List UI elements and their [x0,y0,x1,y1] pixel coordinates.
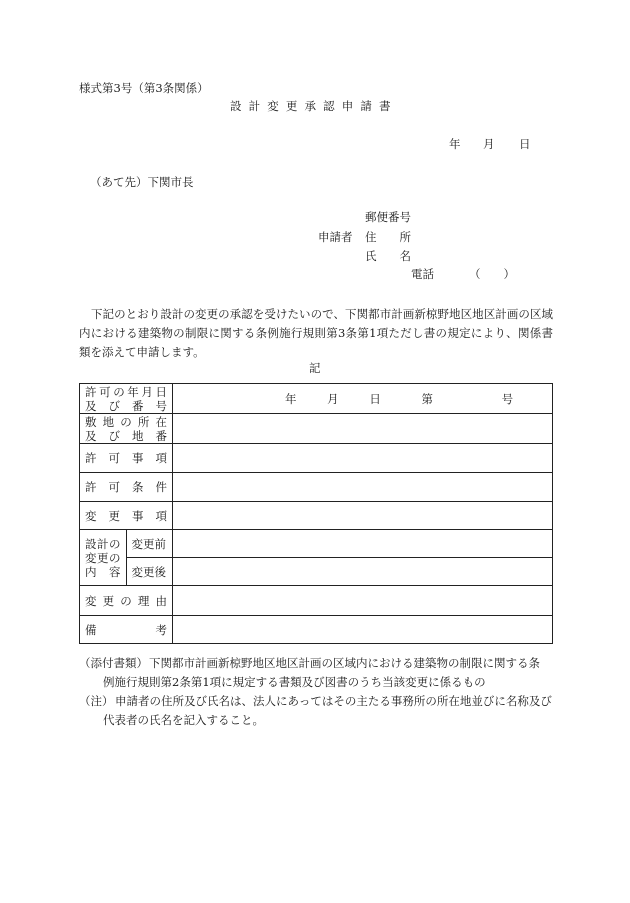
date-month: 月 [483,137,495,151]
permit-conditions-label: 許可条件 [80,473,173,502]
permit-matters-label: 許可事項 [80,444,173,473]
remarks-label: 備考 [80,616,173,644]
permit-date-label: 許可の年月日 及び番号 [80,384,173,414]
postal-label: 郵便番号 [365,210,411,224]
table-row [80,384,553,414]
after-change-label: 変更後 [126,558,173,586]
before-change-label: 変更前 [126,530,173,558]
table-row [80,502,553,530]
change-reason-label: 変更の理由 [80,586,173,616]
attachment-note: （添付書類）下関都市計画新椋野地区地区計画の区域内における建築物の制限に関する条 例施行規則第2条第1項に規定する書類及び図書のうち当該変更に係るもの [79,656,540,689]
applicant-role-label: 申請者 [318,230,353,244]
permit-conditions-value [173,473,553,502]
name-label: 氏 名 [365,249,411,263]
before-change-value [173,530,553,558]
site-location-value [173,414,553,444]
change-matters-label: 変更事項 [80,502,173,530]
site-location-label: 敷地の所在 及び地番 [80,414,173,444]
after-change-value [173,558,553,586]
remarks-value [173,616,553,644]
permit-matters-value [173,444,553,473]
change-matters-value [173,502,553,530]
caution-note: （注） 申請者の住所及び氏名は、法人にあってはその主たる事務所の所在地並びに名称及び 代表者の氏名を記入すること。 [79,694,552,727]
page-title: 設計変更承認申請書 [230,99,398,113]
table-row [80,414,553,444]
form-number: 様式第3号（第3条関係） [79,81,209,95]
table-row [80,530,553,558]
table-row [80,444,553,473]
date-day: 日 [519,137,531,151]
table-row [80,558,553,586]
change-reason-value [173,586,553,616]
ki-label: 記 [309,361,321,375]
table-row [80,616,553,644]
phone-label: 電話 [411,267,434,281]
table-row [80,473,553,502]
application-table [79,383,553,644]
table-row [80,586,553,616]
date-year: 年 [449,137,461,151]
design-change-content-label: 設計の 変更の 内 容 [80,530,127,586]
phone-paren: （ ） [469,267,515,281]
body-text: 下記のとおり設計の変更の承認を受けたいので、下関都市計画新椋野地区地区計画の区域内における建築物の制限に関する条例施行規則第3条第1項ただし書の規定により、関係書類を添えて申請します。 [79,307,553,359]
permit-date-value: 年 月 日 第 号 [173,384,553,414]
addressee: （あて先）下関市長 [90,175,194,189]
address-label: 住 所 [365,230,411,244]
